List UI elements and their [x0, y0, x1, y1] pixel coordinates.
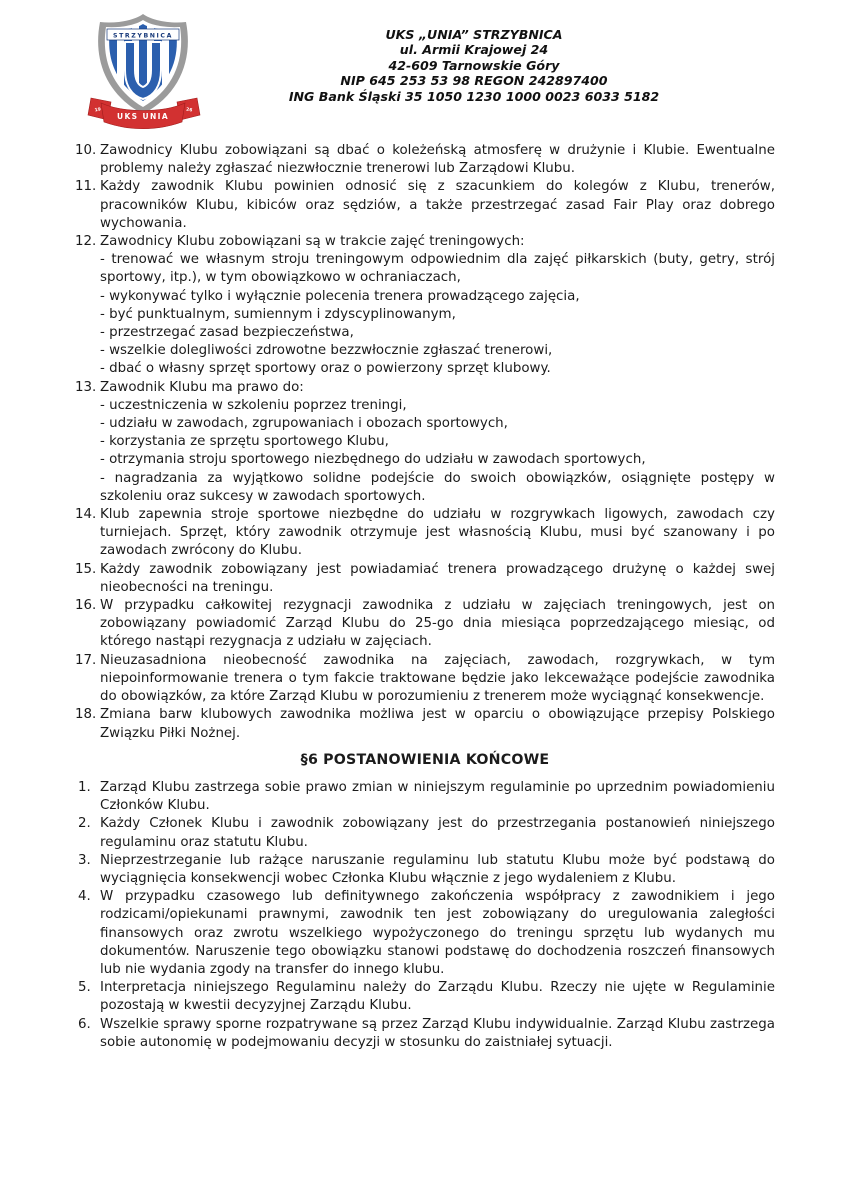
item-text: Zawodnik Klubu ma prawo do:: [100, 379, 304, 395]
item-text-block: [100, 597, 775, 652]
item-subline: - udziału w zawodach, zgrupowaniach i obozach sportowych,: [100, 416, 508, 432]
list-item: [75, 142, 775, 178]
item-text-block: [100, 888, 775, 979]
item-text-block: [100, 779, 775, 815]
item-text-block: [100, 561, 775, 597]
item-text: Każdy Członek Klubu i zawodnik zobowiązany jest do przestrzegania postanowień niniejszego regulaminu oraz statutu Klubu.: [100, 816, 775, 850]
item-subline: - korzystania ze sprzętu sportowego Klubu,: [100, 434, 389, 450]
list-item: [75, 888, 775, 979]
list-item: [75, 815, 775, 851]
list-item: [75, 652, 775, 707]
item-number: 11.: [75, 179, 97, 195]
item-text-block: [100, 379, 775, 506]
item-text: Nieprzestrzeganie lub rażące naruszanie regulaminu lub statutu Klubu może być podstawą do wyciągnięcia konsekwencji wobec Członka Klubu włącznie z jego wydaleniem z Klubu.: [100, 852, 775, 886]
club-name: UKS „UNIA” STRZYBNICA: [385, 27, 563, 42]
item-number: 13.: [75, 379, 97, 395]
item-number: 12.: [75, 234, 97, 250]
letterhead-text: [200, 27, 748, 104]
item-subline: - wykonywać tylko i wyłącznie polecenia trenera prowadzącego zajęcia,: [100, 288, 580, 304]
section-heading: §6 POSTANOWIENIA KOŃCOWE: [300, 751, 550, 768]
item-subline: - być punktualnym, sumiennym i zdyscyplinowanym,: [100, 306, 456, 322]
club-bank-account: ING Bank Śląski 35 1050 1230 1000 0023 6033 5182: [288, 88, 660, 104]
item-subline: - uczestniczenia w szkoleniu poprzez treningi,: [100, 397, 407, 413]
item-text: Interpretacja niniejszego Regulaminu należy do Zarządu Klubu. Rzeczy nie ujęte w Regulaminie pozostają w kwestii decyzyjnej Zarządu Klubu.: [100, 980, 775, 1014]
item-subline: - przestrzegać zasad bezpieczeństwa,: [100, 325, 354, 341]
ribbon-label: UKS UNIA: [116, 112, 170, 121]
item-number: 16.: [75, 598, 97, 614]
item-subline: - wszelkie dolegliwości zdrowotne bezzwłocznie zgłaszać trenerowi,: [100, 343, 553, 359]
ribbon-year-left: 19: [94, 107, 102, 114]
item-number: 3.: [78, 852, 91, 868]
item-text-block: [100, 652, 775, 707]
item-number: 1.: [78, 779, 91, 795]
ribbon-year-right: 26: [185, 107, 193, 114]
rules-list-continued: [75, 142, 775, 743]
item-text-block: [100, 979, 775, 1015]
regulations-body: [75, 142, 775, 1052]
item-text: Zawodnicy Klubu zobowiązani są w trakcie zajęć treningowych:: [100, 234, 525, 250]
item-number: 2.: [78, 816, 91, 832]
item-text-block: [100, 706, 775, 742]
item-subline: - trenować we własnym stroju treningowym odpowiednim dla zajęć piłkarskich (buty, getry, strój sportowy, itp.), w tym obowiązkowo w ochraniaczach,: [100, 252, 775, 286]
item-number: 14.: [75, 507, 97, 523]
item-text-block: [100, 852, 775, 888]
list-item: [75, 852, 775, 888]
item-number: 17.: [75, 652, 97, 668]
item-text-block: [100, 178, 775, 233]
item-text: W przypadku czasowego lub definitywnego zakończenia współpracy z zawodnikiem i jego rodzicami/opiekunami prawnymi, zawodnik ten jest zobowiązany do uregulowania zaległości finansowych oraz zwrotu wszelkiego wypożyczonego do treningu sprzętu lub wydanych mu dokumentów. Naruszenie tego obowiązku stanowi podstawę do dochodzenia roszczeń finansowych lub nie wydania zgody na transfer do innego klubu.: [100, 889, 775, 977]
list-item: [75, 979, 775, 1015]
item-text-block: [100, 1016, 775, 1052]
item-text-block: [100, 233, 775, 379]
item-text: Zarząd Klubu zastrzega sobie prawo zmian w niniejszym regulaminie po uprzednim powiadomieniu Członków Klubu.: [100, 779, 775, 814]
item-text-block: [100, 142, 775, 178]
shield-band-label: STRZYBNICA: [113, 32, 173, 40]
list-item: [75, 178, 775, 233]
club-logo: [85, 10, 203, 132]
item-number: 6.: [78, 1016, 91, 1032]
list-item: [75, 1016, 775, 1052]
item-number: 4.: [78, 889, 91, 905]
club-crest-icon: [85, 10, 203, 132]
list-item: [75, 779, 775, 815]
club-street: ul. Armii Krajowej 24: [399, 42, 549, 58]
item-number: 10.: [75, 143, 97, 158]
item-number: 15.: [75, 561, 97, 577]
list-item: [75, 233, 775, 379]
club-city: 42-609 Tarnowskie Góry: [388, 57, 560, 73]
item-text: Zmiana barw klubowych zawodnika możliwa jest w oparciu o obowiązujące przepisy Polskiego Związku Piłki Nożnej.: [100, 707, 775, 741]
item-subline: - dbać o własny sprzęt sportowy oraz o powierzony sprzęt klubowy.: [100, 361, 551, 377]
list-item: [75, 706, 775, 742]
rules-list-final: [75, 779, 775, 1052]
item-number: 5.: [78, 980, 91, 996]
list-item: [75, 597, 775, 652]
item-text: Każdy zawodnik zobowiązany jest powiadamiać trenera prowadzącego drużynę o każdej swej nieobecności na treningu.: [100, 561, 775, 595]
item-text-block: [100, 506, 775, 561]
item-text: Każdy zawodnik Klubu powinien odnosić się z szacunkiem do kolegów z Klubu, trenerów, pracowników Klubu, kibiców oraz sędziów, a także przestrzegać zasad Fair Play oraz dobrego wychowania.: [100, 179, 775, 231]
list-item: [75, 506, 775, 561]
item-subline: - otrzymania stroju sportowego niezbędnego do udziału w zawodach sportowych,: [100, 452, 646, 468]
item-text: Klub zapewnia stroje sportowe niezbędne do udziału w rozgrywkach ligowych, zawodach czy turniejach. Sprzęt, który zawodnik otrzymuje jest własnością Klubu, musi być szanowany i po zawodach zwrócony do Klubu.: [100, 507, 775, 559]
club-nip-regon: NIP 645 253 53 98 REGON 242897400: [340, 73, 608, 89]
item-subline: - nagradzania za wyjątkowo solidne podejście do swoich obowiązków, osiągnięte postępy w szkoleniu oraz sukcesy w zawodach sportowych.: [100, 470, 775, 504]
item-text: Wszelkie sprawy sporne rozpatrywane są przez Zarząd Klubu indywidualnie. Zarząd Klubu zastrzega sobie autonomię w podejmowaniu decyzji w stosunku do zaistniałej sytuacji.: [100, 1016, 775, 1050]
item-text: Zawodnicy Klubu zobowiązani są dbać o koleżeńską atmosferę w drużynie i Klubie. Ewentualne problemy należy zgłaszać niezwłocznie trenerowi lub Zarządowi Klubu.: [100, 143, 775, 177]
item-number: 18.: [75, 707, 97, 723]
item-text: Nieuzasadniona nieobecność zawodnika na zajęciach, zawodach, rozgrywkach, w tym niepoinformowanie trenera o tym fakcie traktowane będzie jako lekceważące podejście zawodnika do obowiązków, za które Zarząd Klubu w porozumieniu z trenerem może wyciągnąć konsekwencje.: [100, 652, 775, 705]
item-text: W przypadku całkowitej rezygnacji zawodnika z udziału w zajęciach treningowych, jest on zobowiązany powiadomić Zarząd Klubu do 25-go dnia miesiąca poprzedzającego miesiąc, od którego nastąpi rezygnacja z udziału w zajęciach.: [100, 598, 775, 650]
list-item: [75, 561, 775, 597]
letterhead: [0, 0, 848, 132]
item-text-block: [100, 815, 775, 851]
list-item: [75, 379, 775, 506]
